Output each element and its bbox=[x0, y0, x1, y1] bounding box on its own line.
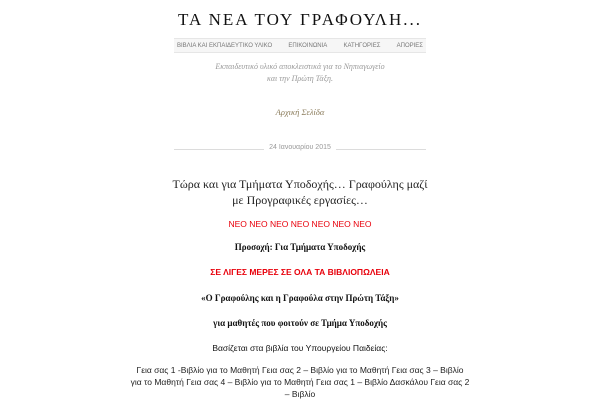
site-title[interactable]: ΤΑ ΝΕΑ ΤΟΥ ΓΡΑΦΟΥΛΗ... bbox=[178, 10, 422, 29]
book-title-line: «Ο Γραφούλης και η Γραφούλα στην Πρώτη Τάξη» bbox=[201, 293, 399, 303]
nav-item-books[interactable]: ΒΙΒΛΙΑ ΚΑΙ ΕΚΠΑΙΔΕΥΤΙΚΟ ΥΛΙΚΟ bbox=[177, 42, 273, 49]
nav-item-categories[interactable]: ΚΑΤΗΓΟΡΙΕΣ bbox=[343, 42, 381, 49]
post-date-row bbox=[174, 144, 426, 154]
books-list: Γεια σας 1 -Βιβλίο για το Μαθητή Γεια σας 2 – Βιβλίο για το Μαθητή Γεια σας 3 – Βιβλίο για το Μαθητή Γεια σας 4 – Βιβλίο για το Μαθητή Γεια σας 1 – Βιβλίο Δασκάλου Γεια σας 2 – Βιβλίο bbox=[130, 365, 470, 399]
post-title[interactable]: Τώρα και για Τμήματα Υποδοχής… Γραφούλης μαζί με Προγραφικές εργασίες… bbox=[172, 177, 428, 207]
post-date[interactable]: 24 Ιανουαρίου 2015 bbox=[269, 144, 331, 151]
attention-line: Προσοχή: Για Τμήματα Υποδοχής bbox=[234, 242, 366, 252]
students-line: για μαθητές που φοιτούν σε Τμήμα Υποδοχής bbox=[213, 318, 387, 328]
main-navigation bbox=[174, 38, 426, 53]
based-on-line: Βασίζεται στα βιβλία του Υπουργείου Παιδείας: bbox=[212, 343, 388, 353]
nav-item-contact[interactable]: ΕΠΙΚΟΙΝΩΝΙΑ bbox=[288, 42, 328, 49]
divider-right bbox=[336, 149, 426, 150]
site-tagline: Εκπαιδευτικό υλικό αποκλειστικά για το Νηπιαγωγείο και την Πρώτη Τάξη. bbox=[215, 62, 385, 83]
bookstores-line: ΣΕ ΛΙΓΕΣ ΜΕΡΕΣ ΣΕ ΟΛΑ ΤΑ ΒΙΒΛΙΟΠΩΛΕΙΑ bbox=[210, 267, 390, 277]
home-link[interactable]: Αρχική Σελίδα bbox=[275, 107, 325, 117]
nav-item-questions[interactable]: ΑΠΟΡΙΕΣ bbox=[396, 42, 423, 49]
neo-banner: ΝΕΟ ΝΕΟ ΝΕΟ ΝΕΟ ΝΕΟ ΝΕΟ ΝΕΟ bbox=[228, 219, 372, 229]
